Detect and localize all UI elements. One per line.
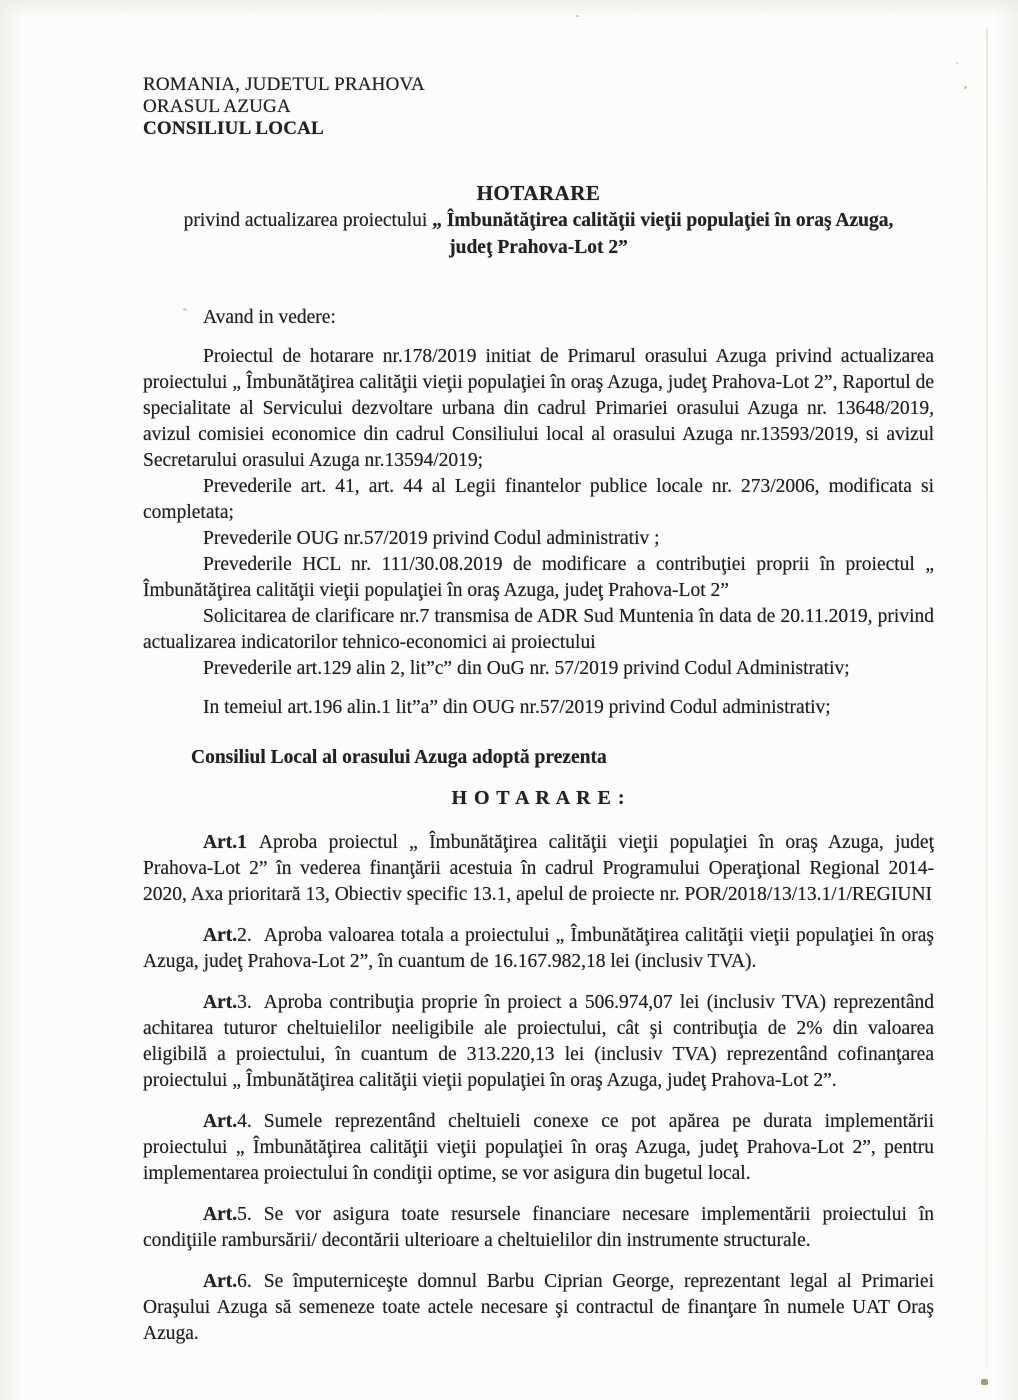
document-content: [143, 74, 934, 1347]
scan-speck: [981, 1379, 988, 1385]
consideration-paragraph: Prevederile HCL nr. 111/30.08.2019 de modificare a contribuţiei proprii în proiectul „ Îmbunătăţirea calităţii vieţii populaţiei în oraş Azuga, judeţ Prahova-Lot 2”: [143, 554, 934, 601]
document-header: [143, 74, 934, 140]
article-label-number: 2.: [237, 925, 252, 946]
scan-speck: [956, 62, 958, 64]
article-text: Aproba valoarea totala a proiectului „ Îmbunătăţirea calităţii vieţii populaţiei în oraş Azuga, judeţ Prahova-Lot 2”, în cuantum de 16.167.982,18 lei (inclusiv TVA).: [143, 925, 934, 972]
article-3: [143, 990, 934, 1094]
article-label: Art.: [203, 1204, 238, 1225]
article-label: Art.: [203, 1111, 238, 1132]
document-subtitle-line2: judeţ Prahova-Lot 2”: [449, 237, 628, 258]
header-country-county: ROMANIA, JUDETUL PRAHOVA: [143, 74, 425, 95]
article-2: [143, 923, 934, 975]
subtitle-bold-part: „ Îmbunătăţirea calităţii vieţii populaţiei în oraş Azuga,: [432, 210, 894, 231]
article-5: [143, 1202, 934, 1254]
adoption-clause: Consiliul Local al orasului Azuga adoptă prezenta: [191, 747, 607, 768]
legal-basis-paragraph: In temeiul art.196 alin.1 lit”a” din OUG nr.57/2019 privind Codul administrativ;: [203, 697, 831, 718]
article-label-number: 3.: [237, 992, 252, 1013]
consideration-paragraph: Prevederile art. 41, art. 44 al Legii finantelor publice locale nr. 273/2006, modificata si completata;: [143, 476, 934, 523]
article-1: [143, 830, 934, 908]
article-label: Art.: [203, 1271, 238, 1292]
article-text: Se vor asigura toate resursele financiare necesare implementării proiectului în condiţiile rambursării/ decontării ulterioare a cheltuielilor din instrumente structurale.: [143, 1204, 934, 1251]
subtitle-regular-part: privind actualizarea proiectului: [183, 210, 433, 231]
preamble-intro: Avand in vedere:: [203, 307, 336, 328]
article-label-number: 5.: [237, 1204, 252, 1225]
header-council: CONSILIUL LOCAL: [143, 118, 324, 139]
article-6: [143, 1269, 934, 1347]
consideration-paragraph: Prevederile OUG nr.57/2019 privind Codul administrativ ;: [203, 528, 660, 549]
article-text: Aproba proiectul „ Îmbunătăţirea calităţii vieţii populaţiei în oraş Azuga, judeţ Prahova-Lot 2” în vederea finanţării acestuia în cadrul Programului Operaţional Regional 2014-2020, Axa prioritară 13, Obiectiv specific 13.1, apelul de proiecte nr. POR/2018/13/13.1/1/REGIUNI: [143, 832, 934, 905]
consideration-paragraph: Proiectul de hotarare nr.178/2019 initiat de Primarul orasului Azuga privind actualizarea proiectului „ Îmbunătăţirea calităţii vieţii populaţiei în oraş Azuga, judeţ Prahova-Lot 2”, Raportul de specialitate al Servicului dezvoltare urbana din cadrul Primariei orasului Azuga nr. 13648/2019, avizul comisiei economice din cadrul Consiliului local al orasului Azuga nr.13593/2019, si avizul Secretarului orasului Azuga nr.13594/2019;: [143, 346, 934, 471]
document-subtitle-line1: [143, 208, 934, 233]
scan-edge-line: [986, 28, 988, 1368]
article-text: Sumele reprezentând cheltuieli conexe ce pot apărea pe durata implementării proiectului „ Îmbunătăţirea calităţii vieţii populaţiei în oraş Azuga, judeţ Prahova-Lot 2”, pentru implementarea proiectului în condiţii optime, se vor asigura din bugetul local.: [143, 1111, 934, 1184]
consideration-paragraph: Prevederile art.129 alin 2, lit”c” din OuG nr. 57/2019 privind Codul Administrativ;: [203, 658, 850, 679]
article-label-number: 6.: [237, 1271, 252, 1292]
article-label: Art.: [203, 925, 238, 946]
article-label: Art.1: [203, 832, 247, 853]
document-title: HOTARARE: [476, 181, 601, 205]
decision-heading: H O T A R A R E :: [451, 787, 626, 809]
scan-speck: [576, 15, 579, 17]
article-4: [143, 1109, 934, 1187]
article-text: Aproba contribuţia proprie în proiect a 506.974,07 lei (inclusiv TVA) reprezentând achitarea tuturor cheltuielilor neeligibile ale proiectului, cât şi contribuţia de 2% din valoarea eligibilă a proiectului, în cuantum de 313.220,13 lei (inclusiv TVA) reprezentând cofinanţarea proiectului „ Îmbunătăţirea calităţii vieţii populaţiei în oraş Azuga, judeţ Prahova-Lot 2”.: [143, 992, 934, 1091]
article-text: Se împuterniceşte domnul Barbu Ciprian George, reprezentant legal al Primariei Oraşului Azuga să semeneze toate actele necesare şi contractul de finanţare în numele UAT Oraş Azuga.: [143, 1271, 934, 1344]
header-city: ORASUL AZUGA: [143, 96, 291, 117]
article-label-number: 4.: [237, 1111, 252, 1132]
title-block: [143, 181, 934, 260]
article-label: Art.: [203, 992, 238, 1013]
consideration-paragraph: Solicitarea de clarificare nr.7 transmisa de ADR Sud Muntenia în data de 20.11.2019, privind actualizarea indicatorilor tehnico-economici ai proiectului: [143, 606, 934, 653]
scan-speck: [964, 86, 967, 89]
